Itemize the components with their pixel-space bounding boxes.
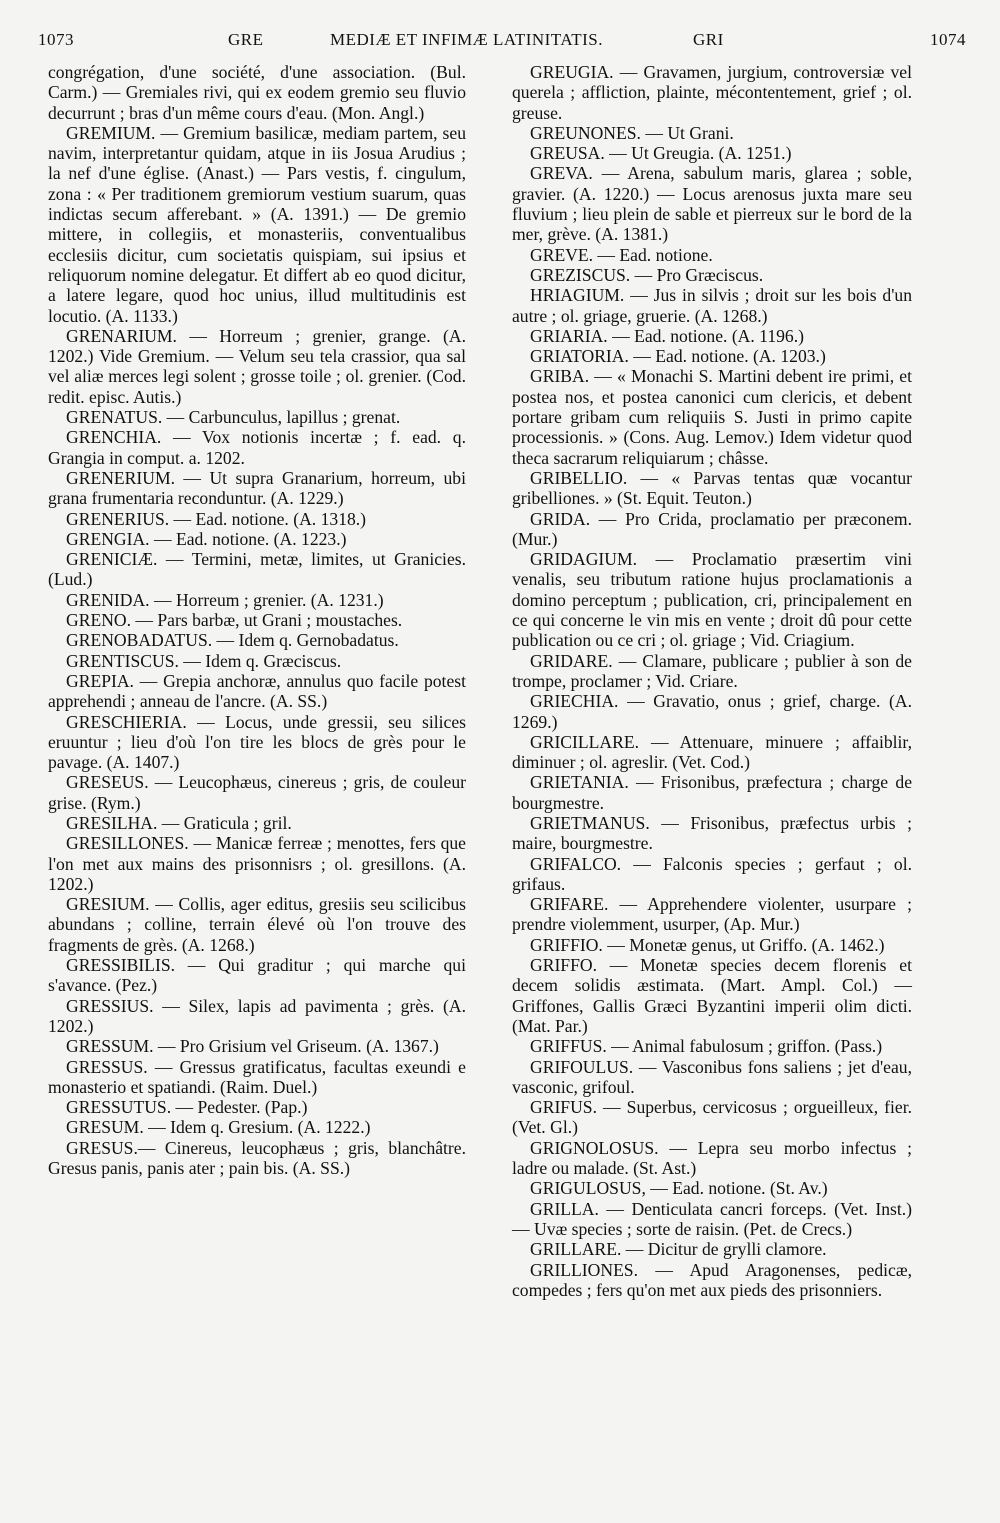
dictionary-entry: GRENICIÆ. — Termini, metæ, limites, ut Granicies. (Lud.) (48, 549, 466, 590)
left-column (48, 62, 466, 1178)
dictionary-entry: GRENGIA. — Ead. notione. (A. 1223.) (66, 528, 347, 549)
dictionary-entry: GRESEUS. — Leucophæus, cinereus ; gris, de couleur grise. (Rym.) (48, 772, 466, 813)
dictionary-entry: GREPIA. — Grepia anchoræ, annulus quo facile potest apprehendi ; anneau de l'ancre. (A. SS.) (48, 670, 466, 712)
dictionary-entry: GRIFFIO. — Monetæ genus, ut Griffo. (A. 1462.) (530, 934, 885, 955)
dictionary-entry: GRIFALCO. — Falconis species ; gerfaut ; ol. grifaus. (512, 853, 912, 894)
dictionary-entry: GRESILHA. — Graticula ; gril. (66, 812, 292, 833)
dictionary-entry: GRENCHIA. — Vox notionis incertæ ; f. ead. q. Grangia in comput. a. 1202. (48, 427, 466, 468)
dictionary-entry: GRIFFO. — Monetæ species decem florenis et decem solidis æstimata. (Mart. Ampl. Col.) — Griffones, Gallis Græci Byzantini imperii olim dicti. (Mat. Par.) (512, 955, 912, 1036)
dictionary-entry: GRILLARE. — Dicitur de grylli clamore. (530, 1239, 827, 1260)
dictionary-entry: GRIDAGIUM. — Proclamatio præsertim vini venalis, seu tributum ratione hujus proclamationis a domino perceptum ; publication, cri, principalement en ce qui concerne le vin mis en vente ; droit dû pour cette publication ou ce cri ; ol. griage ; Vid. Criagium. (512, 549, 912, 651)
dictionary-entry: GREUNONES. — Ut Grani. (530, 122, 734, 143)
dictionary-entry: GRIARIA. — Ead. notione. (A. 1196.) (530, 325, 804, 346)
running-title: MEDIÆ ET INFIMÆ LATINITATIS. (330, 30, 603, 49)
dictionary-entry: GRENIDA. — Horreum ; grenier. (A. 1231.) (66, 589, 384, 610)
dictionary-entry: GRIGULOSUS, — Ead. notione. (St. Av.) (530, 1178, 828, 1199)
dictionary-entry: GRIECHIA. — Gravatio, onus ; grief, charge. (A. 1269.) (512, 691, 912, 732)
page-number-left: 1073 (38, 30, 74, 49)
dictionary-entry: GRESIUM. — Collis, ager editus, gresiis seu scilicibus abundans ; colline, terrain élevé où l'on trouve des fragments de grès. (A. 1268.) (48, 894, 466, 955)
dictionary-entry: GREZISCUS. — Pro Græciscus. (530, 264, 764, 285)
dictionary-entry: HRIAGIUM. — Jus in silvis ; droit sur les bois d'un autre ; ol. griage, gruerie. (A. 1268.) (512, 285, 912, 326)
dictionary-entry: GRILLIONES. — Apud Aragonenses, pedicæ, compedes ; fers qu'on met aux pieds des prisonniers. (512, 1259, 912, 1300)
dictionary-entry: GRENOBADATUS. — Idem q. Gernobadatus. (66, 630, 399, 651)
dictionary-entry: GRESUS.— Cinereus, leucophæus ; gris, blanchâtre. Gresus panis, panis ater ; pain bis. (A. SS.) (48, 1137, 466, 1179)
dictionary-entry: GRIFFUS. — Animal fabulosum ; griffon. (Pass.) (530, 1036, 883, 1057)
dictionary-entry: GREUSA. — Ut Greugia. (A. 1251.) (530, 143, 792, 164)
dictionary-entry: GRESILLONES. — Manicæ ferreæ ; menottes, fers que l'on met aux mains des prisonnisrs ; ol. gresillons. (A. 1202.) (48, 833, 466, 894)
dictionary-entry: GRESSUM. — Pro Grisium vel Griseum. (A. 1367.) (66, 1036, 439, 1057)
dictionary-entry: GREVA. — Arena, sabulum maris, glarea ; soble, gravier. (A. 1220.) — Locus arenosus juxta mare seu fluvium ; lieu plein de sable et pierreux sur le bord de la mer, grève. (A. 1381.) (512, 163, 912, 245)
page-number-right: 1074 (930, 30, 966, 49)
dictionary-entry: GREUGIA. — Gravamen, jurgium, controversiæ vel querela ; affliction, plainte, mécontentement, grief ; ol. greuse. (512, 62, 912, 123)
dictionary-entry: GREVE. — Ead. notione. (530, 244, 713, 265)
right-column (512, 62, 912, 1300)
dictionary-entry: GRESUM. — Idem q. Gresium. (A. 1222.) (66, 1117, 371, 1138)
dictionary-entry: GRIBELLIO. — « Parvas tentas quæ vocantur gribelliones. » (St. Equit. Teuton.) (512, 467, 912, 509)
dictionary-entry: GRIGNOLOSUS. — Lepra seu morbo infectus ; ladre ou malade. (St. Ast.) (512, 1137, 912, 1179)
dictionary-entry: GRESSUS. — Gressus gratificatus, facultas exeundi e monasterio et spatiandi. (Raim. Duel.) (48, 1056, 466, 1097)
dictionary-entry: GRIFOULUS. — Vasconibus fons saliens ; jet d'eau, vasconic, grifoul. (512, 1056, 912, 1097)
dictionary-entry: GRIETMANUS. — Frisonibus, præfectus urbis ; maire, bourgmestre. (512, 812, 912, 854)
dictionary-entry: congrégation, d'une société, d'une association. (Bul. Carm.) — Gremiales rivi, qui ex eodem gremio seu fluvio decurrunt ; bras d'un même cours d'eau. (Mon. Angl.) (48, 62, 466, 123)
dictionary-entry: GRESCHIERIA. — Locus, unde gressii, seu silices eruuntur ; lieu d'où l'on tire les blocs de grès pour le pavage. (A. 1407.) (48, 711, 466, 773)
dictionary-entry: GRIFARE. — Apprehendere violenter, usurpare ; prendre violemment, usurper, (Ap. Mur.) (512, 894, 912, 935)
guide-word-left: GRE (228, 30, 264, 49)
running-header (38, 30, 966, 56)
dictionary-entry: GRENO. — Pars barbæ, ut Grani ; moustaches. (66, 610, 403, 631)
dictionary-entry: GRICILLARE. — Attenuare, minuere ; affaiblir, diminuer ; ol. agreslir. (Vet. Cod.) (512, 731, 912, 773)
dictionary-entry: GRILLA. — Denticulata cancri forceps. (Vet. Inst.) — Uvæ species ; sorte de raisin. (Pet. de Crecs.) (512, 1198, 912, 1239)
dictionary-entry: GRIATORIA. — Ead. notione. (A. 1203.) (530, 346, 826, 367)
dictionary-entry: GRENERIUS. — Ead. notione. (A. 1318.) (66, 508, 367, 529)
dictionary-entry: GRENTISCUS. — Idem q. Græciscus. (66, 650, 342, 671)
dictionary-entry: GRIDA. — Pro Crida, proclamatio per præconem. (Mur.) (512, 508, 912, 549)
dictionary-entry: GRIDARE. — Clamare, publicare ; publier à son de trompe, proclamer ; Vid. Criare. (512, 650, 912, 691)
dictionary-entry: GRESSIUS. — Silex, lapis ad pavimenta ; grès. (A. 1202.) (48, 995, 466, 1036)
dictionary-entry: GRIBA. — « Monachi S. Martini debent ire primi, et postea nos, et postea canonici cum clericis, et debent portare gribam cum reliquiis S. Justi in primo capite processionis. » (Cons. Aug. Lemov.) Idem videtur quod theca sacrarum reliquiarum ; châsse. (512, 366, 912, 468)
dictionary-entry: GRENATUS. — Carbunculus, lapillus ; grenat. (66, 407, 401, 428)
dictionary-entry: GRESSIBILIS. — Qui graditur ; qui marche qui s'avance. (Pez.) (48, 955, 466, 996)
guide-word-right: GRI (693, 30, 724, 49)
dictionary-entry: GRENARIUM. — Horreum ; grenier, grange. (A. 1202.) Vide Gremium. — Velum seu tela crassior, qua sal vel aliæ merces legi solent ; grosse toile ; ol. grenier. (Cod. redit. episc. Autis.) (48, 325, 466, 407)
dictionary-entry: GRIFUS. — Superbus, cervicosus ; orgueilleux, fier. (Vet. Gl.) (512, 1097, 912, 1138)
dictionary-entry: GRENERIUM. — Ut supra Granarium, horreum, ubi grana frumentaria reconduntur. (A. 1229.) (48, 467, 466, 509)
dictionary-entry: GREMIUM. — Gremium basilicæ, mediam partem, seu navim, interpretantur quidam, atque in iis Josua Arudius ; la nef d'une église. (Anast.) — Pars vestis, f. cingulum, zona : « Per traditionem gremiorum vestium suarum, quas indictas secum afferebant. » (A. 1391.) — De gremio mittere, in collegiis, et monasteriis, conventualibus ecclesiis dicitur, cum societatis quispiam, sui ipsius et reliquorum nomine delegatur. Et differt ab eo quod dicitur, a latere legare, quod hoc unius, illud multitudinis est locutio. (A. 1133.) (48, 122, 466, 326)
dictionary-entry: GRIETANIA. — Frisonibus, præfectura ; charge de bourgmestre. (512, 772, 912, 813)
dictionary-entry: GRESSUTUS. — Pedester. (Pap.) (66, 1097, 308, 1118)
